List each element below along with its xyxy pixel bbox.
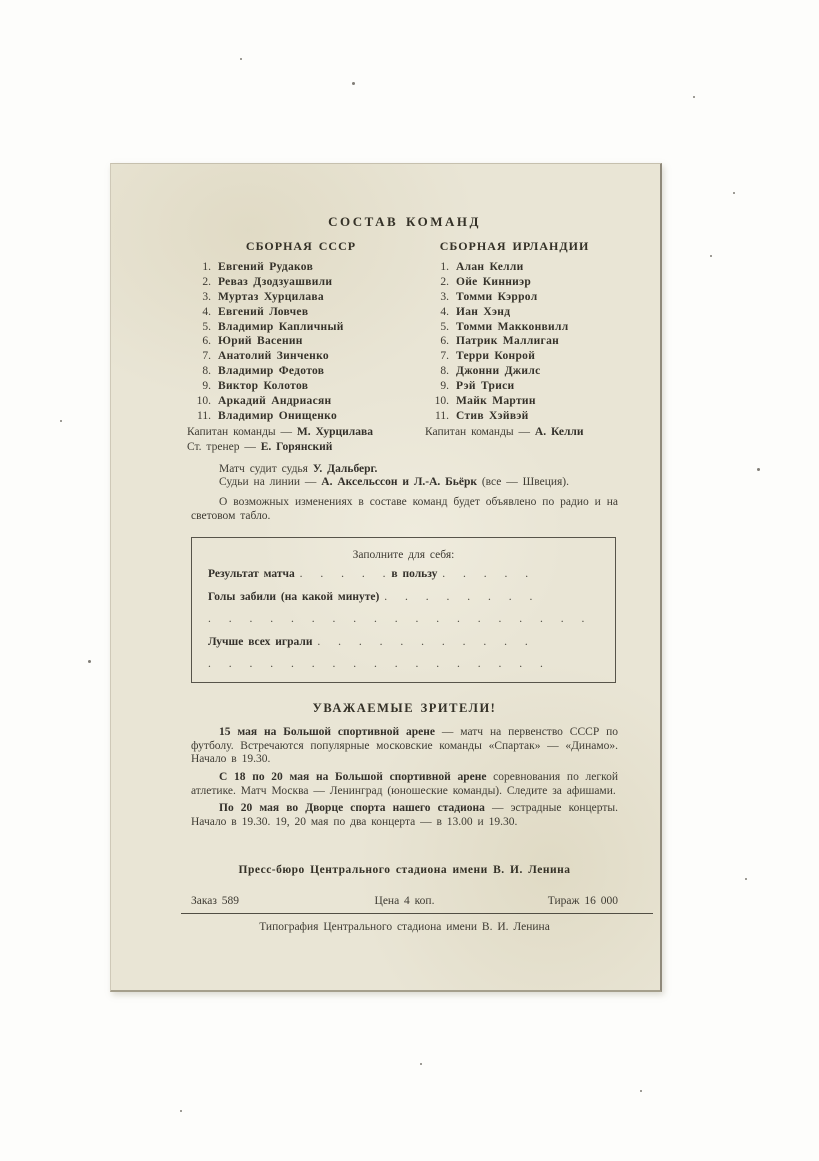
dust-speck	[640, 1090, 642, 1092]
page-content	[111, 164, 660, 935]
dotted-line: . . . . .	[442, 568, 530, 581]
dotted-line: . . . . . . . . . . . . . . . . . . .	[208, 613, 586, 626]
player-name: Стив Хэйвэй	[456, 409, 529, 422]
player-name: Терри Конрой	[456, 350, 536, 363]
player-name: Джонни Джилс	[456, 365, 541, 378]
player-row	[429, 409, 618, 424]
player-name: Владимир Капличный	[218, 320, 344, 333]
player-name: Алан Келли	[456, 261, 524, 273]
dust-speck	[352, 82, 355, 85]
player-number: 7.	[440, 350, 449, 363]
page-title: СОСТАВ КОМАНД	[328, 214, 481, 229]
referees-block	[191, 463, 618, 490]
referee-name: У. Дальберг.	[312, 462, 378, 475]
player-name: Аркадий Андриасян	[218, 395, 332, 408]
captain-label: Капитан команды —	[187, 425, 293, 438]
order-number: Заказ 589	[191, 895, 240, 908]
player-row	[191, 409, 429, 424]
player-number: 3.	[202, 290, 211, 303]
linesmen-names: А. Аксельссон и Л.-А. Бьёрк	[321, 476, 477, 489]
printing-house-line: Типография Центрального стадиона имени В. И. Ленина	[259, 921, 550, 934]
player-row	[429, 320, 618, 335]
player-row	[191, 305, 429, 320]
player-row	[429, 379, 618, 394]
player-number: 5.	[440, 320, 449, 333]
player-row	[191, 290, 429, 305]
price: Цена 4 коп.	[374, 895, 435, 908]
player-number: 10.	[196, 395, 211, 408]
event-text: соревнования по легкой атлетике. Матч Москва — Ленинград (юношеские команды). Следите за афишами.	[191, 770, 618, 797]
dust-speck	[240, 58, 242, 60]
dotted-line: . . . . . . . .	[384, 590, 534, 603]
event-lead: 15 мая на Большой спортивной арене	[219, 726, 435, 739]
programme-page	[110, 163, 662, 992]
footer-divider	[181, 913, 653, 914]
imprint-row	[191, 894, 618, 909]
fill-in-dots-row	[208, 608, 599, 631]
best-players-label: Лучше всех играли	[208, 635, 313, 648]
player-number: 4.	[440, 305, 449, 318]
player-number: 2.	[440, 275, 449, 288]
fill-in-goals-row	[208, 586, 599, 609]
dust-speck	[420, 1063, 422, 1065]
player-row	[429, 260, 618, 275]
coach-name: Е. Горянский	[260, 440, 333, 453]
player-row	[429, 364, 618, 379]
player-name: Владимир Онищенко	[218, 409, 338, 422]
fill-in-title: Заполните для себя:	[352, 549, 455, 562]
dust-speck	[88, 660, 91, 663]
linesmen-line	[191, 476, 618, 490]
player-name: Евгений Ловчев	[218, 305, 309, 318]
captain-label: Капитан команды —	[425, 425, 531, 438]
dotted-line: . . . . . . . . . . .	[317, 635, 529, 648]
player-number: 11.	[435, 409, 449, 422]
spectators-heading: УВАЖАЕМЫЕ ЗРИТЕЛИ!	[312, 701, 497, 716]
player-number: 8.	[202, 365, 211, 378]
player-number: 4.	[202, 305, 211, 318]
player-number: 10.	[434, 395, 449, 408]
player-row	[429, 334, 618, 349]
dust-speck	[60, 420, 62, 422]
team-header-ireland: СБОРНАЯ ИРЛАНДИИ	[439, 239, 590, 253]
player-name: Майк Мартин	[456, 395, 536, 408]
player-number: 1.	[440, 261, 449, 273]
rosters	[191, 254, 618, 424]
spectators-paragraph-2	[191, 771, 618, 798]
player-number: 9.	[440, 380, 449, 393]
team-headers-row	[191, 239, 618, 254]
player-name: Патрик Маллиган	[456, 335, 560, 348]
player-name: Рэй Триси	[456, 380, 515, 393]
player-name: Владимир Федотов	[218, 365, 325, 378]
dust-speck	[180, 1110, 182, 1112]
captain-ireland	[425, 425, 618, 440]
player-name: Анатолий Зинченко	[218, 350, 329, 363]
player-number: 8.	[440, 365, 449, 378]
player-number: 1.	[202, 261, 211, 273]
event-text: — эстрадные концерты. Начало в 19.30. 19, 20 мая по два концерта — в 13.00 и 19.30.	[191, 802, 619, 828]
player-name: Юрий Васенин	[218, 335, 303, 348]
player-row	[191, 379, 429, 394]
fill-in-best-row	[208, 631, 599, 654]
dust-speck	[710, 255, 712, 257]
player-number: 9.	[202, 380, 211, 393]
dust-speck	[745, 878, 747, 880]
player-row	[429, 305, 618, 320]
linesmen-text: Судьи на линии —	[219, 476, 317, 489]
dust-speck	[757, 468, 760, 471]
player-row	[191, 364, 429, 379]
player-name: Муртаз Хурцилава	[218, 290, 324, 303]
dust-speck	[733, 192, 735, 194]
linesmen-note: (все — Швеция).	[481, 476, 570, 489]
player-row	[429, 349, 618, 364]
referee-line	[191, 463, 618, 477]
press-bureau-line: Пресс-бюро Центрального стадиона имени В. И. Ленина	[238, 864, 571, 877]
goals-label: Голы забили (на какой минуте)	[208, 590, 380, 603]
captain-ussr	[187, 425, 425, 440]
player-row	[191, 320, 429, 335]
team-header-ussr: СБОРНАЯ СССР	[245, 239, 357, 253]
coach-label: Ст. тренер —	[187, 440, 256, 453]
captain-name: А. Келли	[534, 425, 584, 438]
spectators-paragraph-3	[191, 802, 618, 829]
player-row	[429, 275, 618, 290]
player-number: 7.	[202, 350, 211, 363]
player-name: Виктор Колотов	[218, 380, 309, 393]
player-number: 2.	[202, 275, 211, 288]
event-lead: С 18 по 20 мая на Большой спортивной арене	[219, 770, 487, 783]
player-number: 6.	[202, 335, 211, 348]
fill-in-box	[191, 537, 616, 683]
circulation: Тираж 16 000	[547, 895, 618, 908]
dotted-line: . . . . . . . . . . . . . . . . .	[208, 658, 544, 671]
player-name: Томми Макконвилл	[456, 320, 569, 333]
player-name: Реваз Дзодзуашвили	[218, 275, 333, 288]
player-row	[429, 394, 618, 409]
player-row	[191, 349, 429, 364]
player-number: 11.	[197, 409, 211, 422]
spectators-paragraph-1	[191, 726, 618, 767]
player-name: Евгений Рудаков	[218, 261, 314, 273]
player-row	[191, 334, 429, 349]
fill-in-result-row	[208, 563, 599, 586]
result-label: Результат матча	[208, 568, 295, 581]
player-number: 5.	[202, 320, 211, 333]
roster-ireland	[429, 260, 618, 424]
captain-name: М. Хурцилава	[296, 425, 373, 438]
player-name: Иан Хэнд	[456, 305, 511, 318]
event-lead: По 20 мая во Дворце спорта нашего стадиона	[219, 802, 485, 815]
player-name: Ойе Кинниэр	[456, 275, 532, 288]
dotted-line: . . . . .	[299, 568, 387, 581]
player-row	[429, 290, 618, 305]
player-name: Томми Кэррол	[456, 290, 538, 303]
fill-in-dots-row	[208, 653, 599, 676]
player-number: 6.	[440, 335, 449, 348]
event-text: — матч на первенство СССР по футболу. Встречаются популярные московские команды «Спартак» — «Динамо». Начало в 19.30.	[191, 726, 618, 766]
captains-row	[187, 425, 618, 440]
coach-line	[187, 440, 618, 455]
referee-text: Матч судит судья	[219, 462, 308, 475]
player-number: 3.	[440, 290, 449, 303]
in-favour-label: в пользу	[391, 568, 438, 581]
player-row	[191, 260, 429, 275]
roster-ussr	[191, 260, 429, 424]
player-row	[191, 394, 429, 409]
player-row	[191, 275, 429, 290]
dust-speck	[693, 96, 695, 98]
changes-notice: О возможных изменениях в составе команд будет объявлено по радио и на световом табло.	[191, 495, 618, 522]
